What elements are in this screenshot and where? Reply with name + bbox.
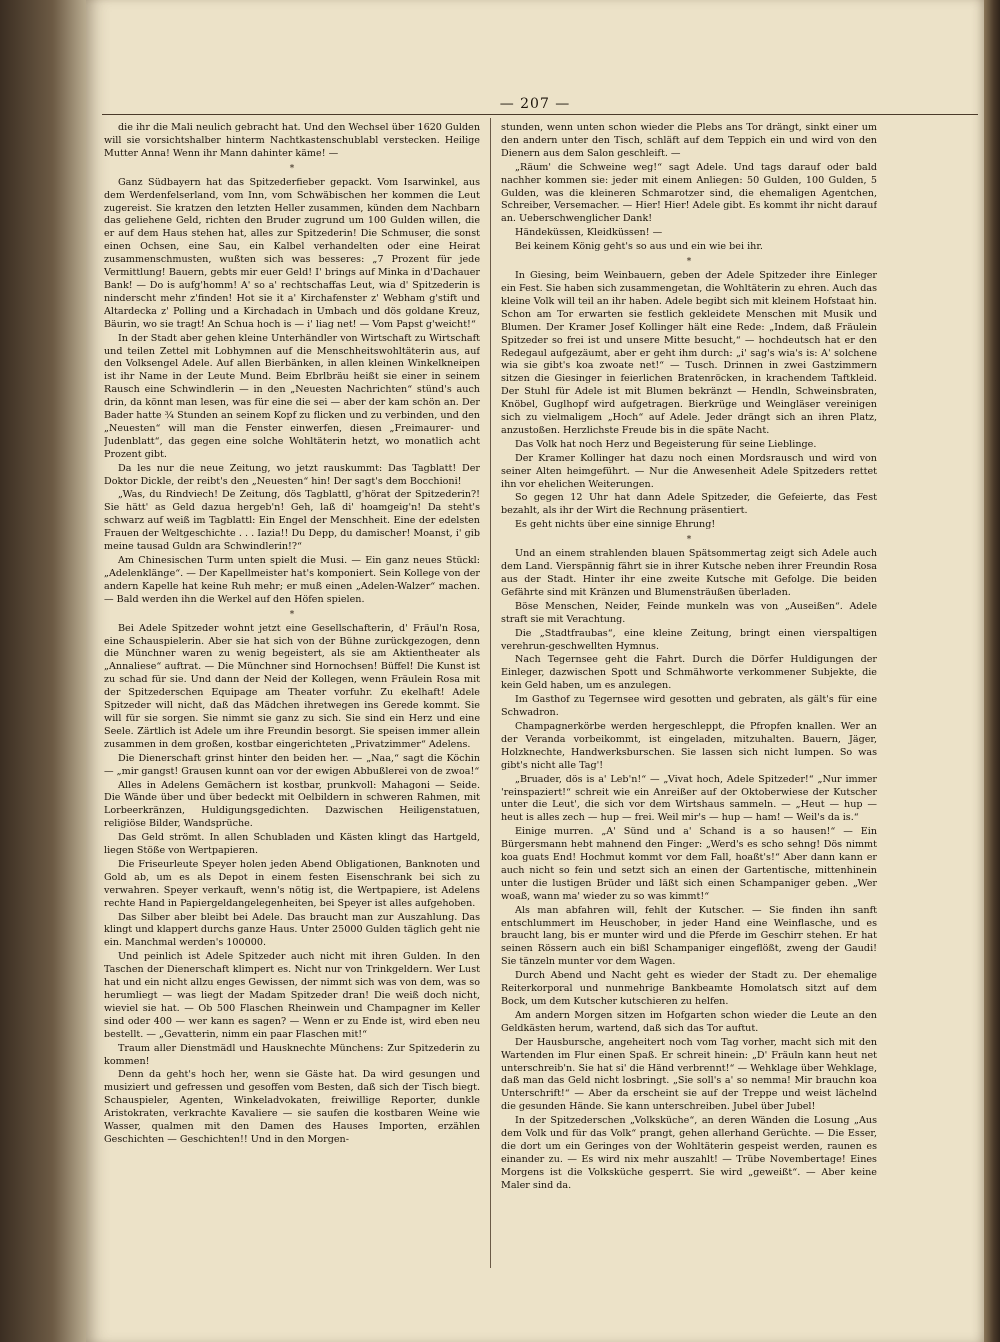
paragraph: Da les nur die neue Zeitung, wo jetzt rauskummt: Das Tagblatt! Der Doktor Dickle, der reibt's den „Neuesten“ hin! Der sagt's dem Bocchioni! xyxy=(104,462,480,487)
paragraph: Champagnerkörbe werden hergeschleppt, die Pfropfen knallen. Wer an der Veranda vorbeikommt, ist eingeladen, mitzuhalten. Bauern, Jäger, Holzknechte, Handwerksburschen. Sie lassen sich nicht lumpen. So was gibt's nicht alle Tag'! xyxy=(501,720,877,771)
book-page xyxy=(86,0,984,1342)
paragraph: Die Friseurleute Speyer holen jeden Abend Obligationen, Banknoten und Gold ab, um es als Depot in einem festen Eisenschrank bei sich zu verwahren. Speyer verkauft, wenn's nötig ist, die Wertpapiere, ist Adelens rechte Hand in Papiergeldangelegenheiten, bei Speyer ist alles aufgehoben. xyxy=(104,858,480,909)
paragraph: Das Silber aber bleibt bei Adele. Das braucht man zur Auszahlung. Das klingt und klappert durchs ganze Haus. Unter 25000 Gulden täglich geht nie ein. Manchmal werden's 100000. xyxy=(104,911,480,949)
right-column xyxy=(501,122,877,1262)
paragraph: Am Chinesischen Turm unten spielt die Musi. — Ein ganz neues Stückl: „Adelenklänge“. — Der Kapellmeister hat's komponiert. Sein Kollege von der andern Kapelle hat keine Ruh mehr; er muß einen „Adelen-Walzer“ machen. — Bald werden ihn die Werkel auf den Höfen spielen. xyxy=(104,555,480,605)
paragraph: Im Gasthof zu Tegernsee wird gesotten und gebraten, als gält's für eine Schwadron. xyxy=(501,694,877,719)
paragraph: Das Volk hat noch Herz und Begeisterung für seine Lieblinge. xyxy=(515,438,817,450)
paragraph: Als man abfahren will, fehlt der Kutscher. — Sie finden ihn sanft entschlummert im Heuschober, in jeder Hand eine Weinflasche, und es braucht lang, bis er munter wird und die Pferde im Geschirr stehen. Er hat seinen Rössern auch ein bißl Schampaniger eingeflößt, zweng der Gaudi! Sie tänzeln munter vor dem Wagen. xyxy=(501,904,877,968)
paragraph: Ganz Südbayern hat das Spitzederfieber gepackt. Vom Isarwinkel, aus dem Werdenfelserland, vom Inn, vom Schwäbischen her kommen die Leut zugereist. Sie kratzen den letzten Heller zusammen, künden dem Nachbarn das geliehene Geld, richten den Bruder zugrund um 100 Gulden willen, die er auf dem Haus stehen hat, alles zur Spitzederin! Die Schmuser, die sonst einen Ochsen, eine Sau, ein Kalbel verhandelten oder eine Heirat zusammenschmusten, wußten sich was besseres: „7 Prozent für jede Vermittlung! Bauern, gebts mir euer Geld! I' brings auf Minka in d'Dachauer Bank! — Do is aufg'homm! A' so a' rechtschaffas Leut, wia d' Spitzederin is ninderscht mehr z'finden! Hot sie it a' Kirchafenster z' Webham g'stift und Altardecka z' Polling und a Kirchadach in Umbach und dös goldane Kreuz, Bäurin, wo sie tragt! An Schua hoch is — i' liag net! — Vom Papst g'weicht!“ xyxy=(104,176,480,330)
section-separator: * xyxy=(686,257,692,268)
paragraph: „Was, du Rindviech! De Zeitung, dös Tagblattl, g'hörat der Spitzederin?! Sie hätt' as Geld dazua hergeb'n! Geh, laß di' hoamgeig'n! Da steht's schwarz auf weiß im Tagblattl: Ein Engel der Menschheit. Eine der edelsten Frauen der Weltgeschichte . . . Iazia!! Du Depp, du damischer! Moanst, i' gib meine tausad Guldn ara Schwindlerin!?“ xyxy=(104,489,480,553)
section-separator: * xyxy=(686,535,692,546)
paragraph: Und an einem strahlenden blauen Spätsommertag zeigt sich Adele auch dem Land. Vierspännig fährt sie in ihrer Kutsche neben ihrer Freundin Rosa aus der Stadt. Hinter ihr eine zweite Kutsche mit Gefolge. Die beiden Gefährte sind mit Kränzen und Blumensträußen überladen. xyxy=(501,548,877,598)
paragraph: In Giesing, beim Weinbauern, geben der Adele Spitzeder ihre Einleger ein Fest. Sie haben sich zusammengetan, die Wohltäterin zu ehren. Auch das kleine Volk will teil an ihr haben. Adele begibt sich mit kleinem Hofstaat hin. Schon am Tor erwarten sie festlich gekleidete Menschen mit Musik und Blumen. Der Kramer Josef Kollinger hält eine Rede: „Indem, daß Fräulein Spitzeder so frei ist und unsere Mitte besucht,“ — hochdeutsch hat er den Redegaul aufgezäumt, aber er geht ihm durch: „i' sag's wia's is: A' solchene wia sie gibt's koa zwoate net!“ — Tusch. Drinnen in zwei Gastzimmern sitzen die Giesinger in feierlichen Bratenröcken, in krachendem Taftkleid. Der Stuhl für Adele ist mit Blumen bekränzt — Hendln, Schweinsbraten, Knöbel, Guglhopf wird aufgetragen. Bierkrüge und Weingläser vereinigen sich zu vielmaligem „Hoch“ auf Adele. Jeder drängt sich an ihren Platz, anzustoßen. Herzlichste Freude bis in die späte Nacht. xyxy=(501,270,877,436)
column-divider xyxy=(490,118,491,1268)
paragraph: Das Geld strömt. In allen Schubladen und Kästen klingt das Hartgeld, liegen Stöße von Wertpapieren. xyxy=(104,832,480,857)
book-gutter xyxy=(0,0,96,1342)
paragraph: Einige murren. „A' Sünd und a' Schand is a so hausen!“ — Ein Bürgersmann hebt mahnend den Finger: „Werd's es scho sehng! Dös nimmt koa guats End! Hochmut kommt vor dem Fall, hoaßt's!“ Aber dann kann er auch nicht so fein und setzt sich an einen der Gartentische, mittenhinein unter die lustigen Brüder und läßt sich einen Schampaniger geben. „Wer woaß, wann ma' wieder zu so was kimmt!“ xyxy=(501,826,877,902)
paragraph: Bei keinem König geht's so aus und ein wie bei ihr. xyxy=(515,241,763,253)
book-spine-edge xyxy=(984,0,1000,1342)
paragraph: Bei Adele Spitzeder wohnt jetzt eine Gesellschafterin, d' Fräul'n Rosa, eine Schauspielerin. Aber sie hat sich von der Bühne zurückgezogen, denn die Münchner waren zu wenig begeistert, als sie am Aktientheater als „Annaliese“ auftrat. — Die Münchner sind Hornochsen! Büffel! Die Kunst ist zu schad für sie. Und dann der Neid der Kollegen, wenn Fräulein Rosa mit der Spitzederschen Equipage am Theater vorfuhr. Zu ekelhaft! Adele Spitzeder will nicht, daß das Mädchen ihretwegen ins Gerede kommt. Sie will für sie sorgen. Sie nimmt sie ganz zu sich. Sie sind ein Herz und eine Seele. Zärtlich ist Adele um ihre Freundin besorgt. Sie speisen immer allein zusammen in dem großen, kostbar eingerichteten „Privatzimmer“ Adelens. xyxy=(104,622,480,750)
paragraph: Und peinlich ist Adele Spitzeder auch nicht mit ihren Gulden. In den Taschen der Dienerschaft klimpert es. Nicht nur von Trinkgeldern. Wer Lust hat und ein nicht allzu enges Gewissen, der nimmt sich was von dem, was so herumliegt — was liegt der Madam Spitzeder dran! Die weiß doch nicht, wieviel sie hat. — Ob 500 Flaschen Rheinwein und Champagner im Keller sind oder 400 — wer kann es sagen? — Wenn er zu Ende ist, wird eben neu bestellt. — „Gevatterin, nimm ein paar Flaschen mit!“ xyxy=(104,951,480,1040)
left-column xyxy=(104,122,480,1262)
paragraph: In der Spitzederschen „Volksküche“, an deren Wänden die Losung „Aus dem Volk und für das Volk“ prangt, gehen allerhand Gerüchte. — Die Esser, die dort um ein Geringes von der Wohltäterin gespeist werden, raunen es einander zu. — Es wird nix mehr auszahlt! — Trübe Novembertage! Eines Morgens ist die Volksküche gesperrt. Sie wird „geweißt“. — Aber keine Maler sind da. xyxy=(501,1115,877,1191)
page-number: — 207 — xyxy=(499,96,571,112)
paragraph: Die Dienerschaft grinst hinter den beiden her. — „Naa,“ sagt die Köchin — „mir gangst! Grausen kunnt oan vor der ewigen Abbußlerei von de zwoa!“ xyxy=(104,752,480,777)
paragraph: „Bruader, dös is a' Leb'n!“ — „Vivat hoch, Adele Spitzeder!“ „Nur immer 'reinspaziert!“ schreit wie ein Anreißer auf der Oktoberwiese der Kutscher unter die Leut', die sich vor dem Wirtshaus sammeln. — „Heut — hup — heut is alles zech — hup — frei. Weil mir's — hup — ham! — Weil's da is.“ xyxy=(501,773,877,824)
paragraph: Nach Tegernsee geht die Fahrt. Durch die Dörfer Huldigungen der Einleger, dazwischen Spott und Schmähworte verkommener Subjekte, die kein Geld haben, um es anzulegen. xyxy=(501,654,877,692)
paragraph: Am andern Morgen sitzen im Hofgarten schon wieder die Leute an den Geldkästen herum, wartend, daß sich das Tor auftut. xyxy=(501,1009,877,1034)
paragraph: Denn da geht's hoch her, wenn sie Gäste hat. Da wird gesungen und musiziert und gefressen und gesoffen vom Besten, daß sich der Tisch biegt. Schauspieler, Agenten, Winkeladvokaten, freiwillige Reporter, dunkle Aristokraten, verkrachte Kavaliere — sie saufen die kostbaren Weine wie Wasser, qualmen mit den Damen des Hauses Importen, erzählen Geschichten — Geschichten!! Und in den Morgen- xyxy=(104,1069,480,1145)
paragraph: Alles in Adelens Gemächern ist kostbar, prunkvoll: Mahagoni — Seide. Die Wände über und über bedeckt mit Oelbildern in schweren Rahmen, mit Lorbeerkränzen, Huldigungsgedichten. Dazwischen Heiligenstatuen, religiöse Bilder, Wandsprüche. xyxy=(104,779,480,830)
section-separator: * xyxy=(289,163,295,174)
paragraph: die ihr die Mali neulich gebracht hat. Und den Wechsel über 1620 Gulden will sie vorsichtshalber hinterm Nachtkastenschublabl verstecken. Heilige Mutter Anna! Wenn ihr Mann dahinter käme! — xyxy=(104,122,480,159)
paragraph: So gegen 12 Uhr hat dann Adele Spitzeder, die Gefeierte, das Fest bezahlt, als ihr der Wirt die Rechnung präsentiert. xyxy=(501,492,877,517)
header-rule xyxy=(102,114,978,115)
paragraph: Durch Abend und Nacht geht es wieder der Stadt zu. Der ehemalige Reiterkorporal und nunmehrige Bankbeamte Homolatsch sitzt auf dem Bock, um dem Kutscher kutschieren zu helfen. xyxy=(501,970,877,1007)
paragraph: stunden, wenn unten schon wieder die Plebs ans Tor drängt, sinkt einer um den andern unter den Tisch, schläft auf dem Teppich ein und wird von den Dienern aus dem Salon geschleift. — xyxy=(501,122,877,159)
paragraph: In der Stadt aber gehen kleine Unterhändler von Wirtschaft zu Wirtschaft und teilen Zettel mit Lobhymnen auf die Menschheitswohltäterin aus, auf den Volksengel Adele. Auf allen Bierbänken, in allen kleinen Winkelkneipen ist ihr Name in der Leute Mund. Beim Ebrlbräu heißt sie einer in seinem Rausch eine Schwindlerin — in den „Neuesten Nachrichten“ stünd's auch drin, da könnt man lesen, was für eine die sei — aber der kam schön an. Der Bader hatte ¾ Stunden an seinem Kopf zu flicken und zu verbinden, und den „Neuesten“ will man die Fenster einwerfen, diesen „Freimaurer- und Judenblatt“, das gegen eine solche Wohltäterin hetzt, wo monatlich acht Prozent gibt. xyxy=(104,332,480,460)
paragraph: Traum aller Dienstmädl und Hausknechte Münchens: Zur Spitzederin zu kommen! xyxy=(104,1042,480,1067)
paragraph: Händeküssen, Kleidküssen! — xyxy=(515,227,663,239)
paragraph: „Räum' die Schweine weg!“ sagt Adele. Und tags darauf oder bald nachher kommen sie: jeder mit einem Anliegen: 50 Gulden, 100 Gulden, 5 Gulden, was die kleineren Schmarotzer sind, die ehemaligen Agentchen, Schreiber, Versemacher. — Hier! Hier! Adele gibt. Es kommt ihr nicht darauf an. Ueberschwenglicher Dank! xyxy=(501,161,877,225)
section-separator: * xyxy=(289,609,295,620)
paragraph: Böse Menschen, Neider, Feinde munkeln was von „Auseißen“. Adele straft sie mit Verachtung. xyxy=(501,600,877,625)
paragraph: Die „Stadtfraubas“, eine kleine Zeitung, bringt einen vierspaltigen verehrun-geschwellten Hymnus. xyxy=(501,627,877,652)
paragraph: Es geht nichts über eine sinnige Ehrung! xyxy=(515,519,716,531)
paragraph: Der Hausbursche, angeheitert noch vom Tag vorher, macht sich mit den Wartenden im Flur einen Spaß. Er schreit hinein: „D' Fräuln kann heut net unterschreib'n. Sie hat si' die Händ verbrennt!“ — Wehklage über Wehklage, daß man das Geld nicht losbringt. „Sie soll's a' so nemma! Mir brauchn koa Unterschrift!“ — Aber da erscheint sie auf der Treppe und weist lächelnd die gesunden Hände. Sie kann unterschreiben. Jubel über Jubel! xyxy=(501,1036,877,1113)
paragraph: Der Kramer Kollinger hat dazu noch einen Mordsrausch und wird von seiner Alten heimgeführt. — Nur die Anwesenheit Adele Spitzeders rettet ihn vor ehelichen Weiterungen. xyxy=(501,452,877,490)
